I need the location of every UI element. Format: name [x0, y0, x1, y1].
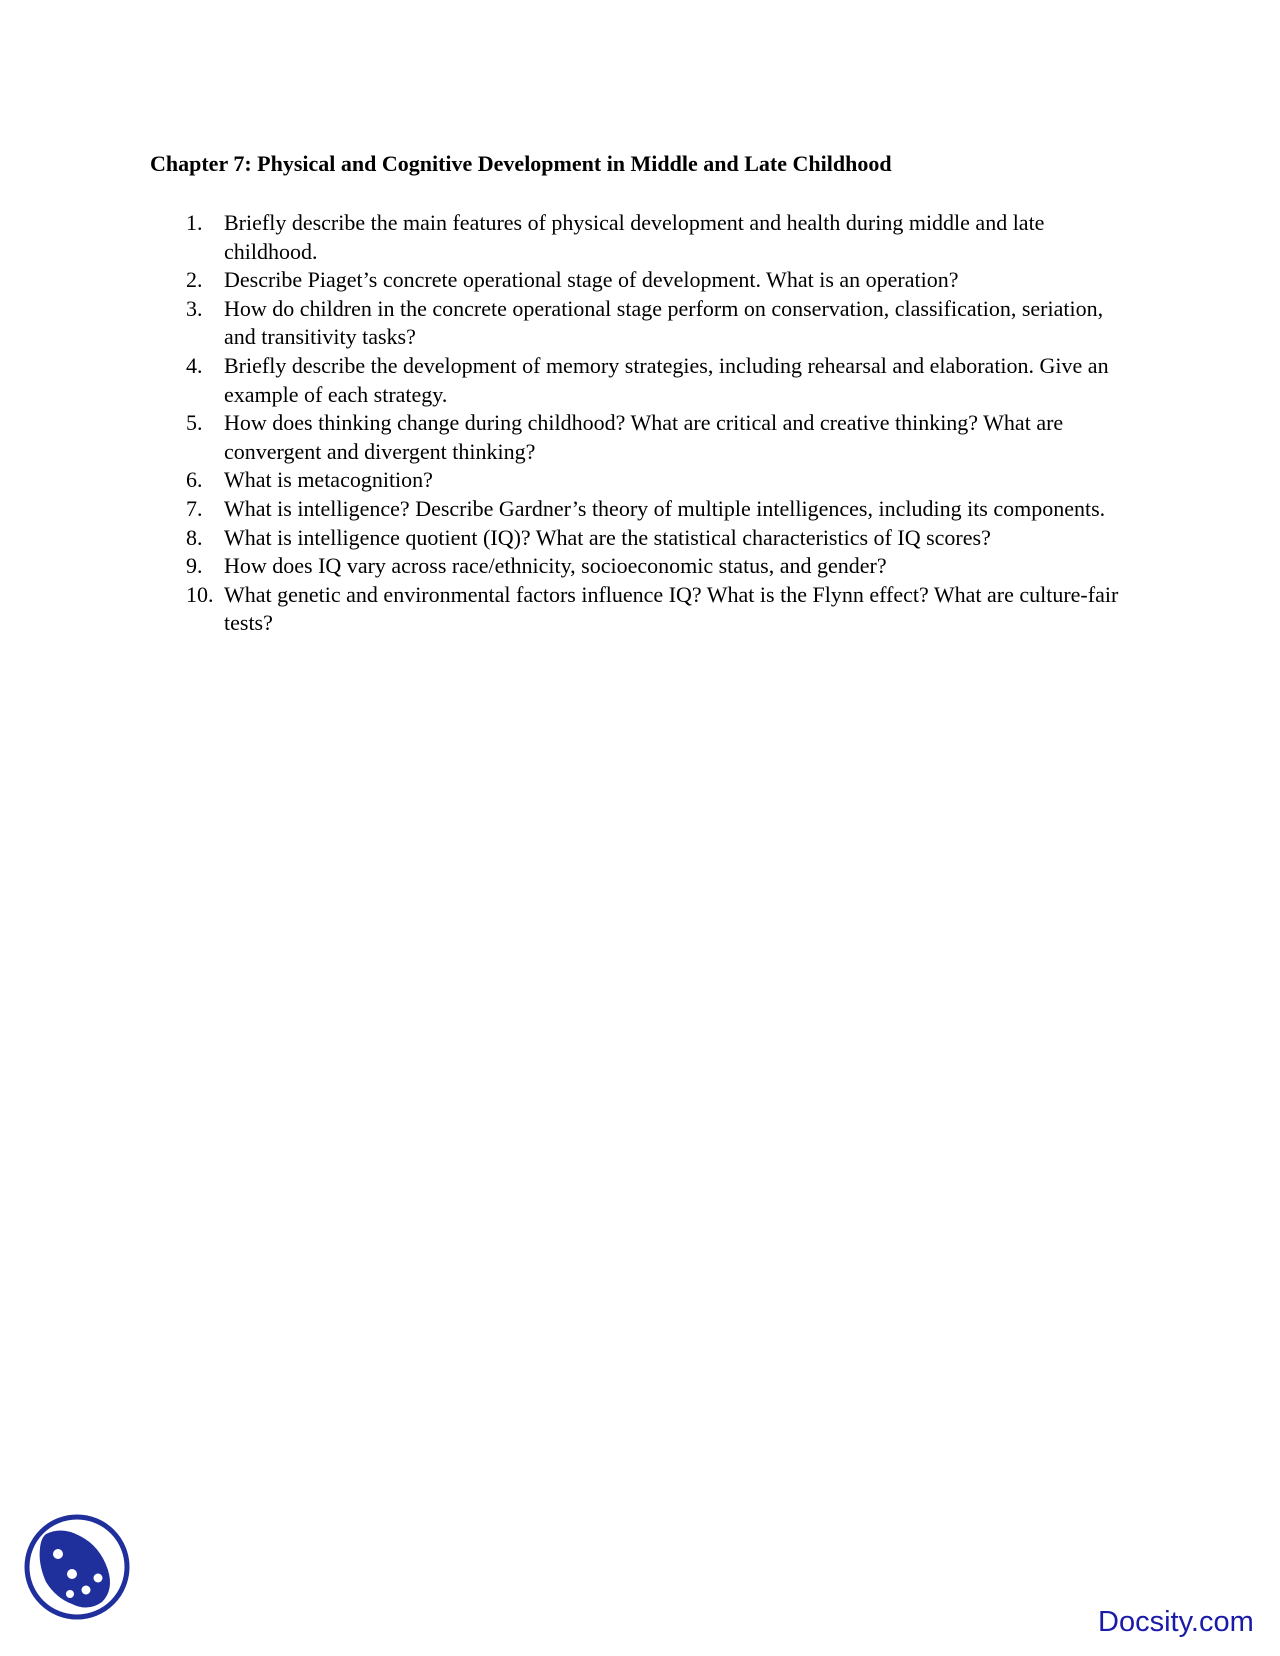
question-number: 10. [186, 581, 214, 607]
docsity-brand-link[interactable]: Docsity.com [1098, 1606, 1254, 1638]
question-text: How does thinking change during childhood? What are critical and creative thinking? What are convergent and divergent thinking? [224, 410, 1064, 464]
list-item [186, 409, 1136, 466]
list-item [186, 495, 1136, 524]
list-item [186, 352, 1136, 409]
question-text: Briefly describe the development of memory strategies, including rehearsal and elaboration. Give an example of each strategy. [224, 352, 1109, 407]
question-text: What is intelligence? Describe Gardner’s theory of multiple intelligences, including its components. [224, 495, 1106, 521]
list-item [186, 552, 1136, 581]
chapter-title: Chapter 7: Physical and Cognitive Development in Middle and Late Childhood [150, 151, 892, 176]
list-item [186, 295, 1136, 352]
question-number: 3. [186, 295, 203, 321]
question-number: 8. [186, 524, 203, 550]
question-number: 1. [186, 210, 203, 235]
list-item [186, 209, 1136, 266]
list-item [186, 524, 1136, 553]
list-item [186, 266, 1136, 295]
question-number: 5. [186, 410, 203, 436]
question-number: 2. [186, 267, 203, 293]
question-text: What genetic and environmental factors influence IQ? What is the Flynn effect? What are culture-fair tests? [224, 581, 1119, 636]
question-text: How do children in the concrete operational stage perform on conservation, classification, seriation, and transitivity tasks? [224, 295, 1104, 350]
docsity-logo-icon[interactable] [22, 1512, 132, 1622]
list-item [186, 581, 1136, 638]
list-item [186, 466, 1136, 495]
question-number: 6. [186, 467, 203, 493]
question-text: Describe Piaget’s concrete operational stage of development. What is an operation? [224, 267, 959, 293]
question-number: 4. [186, 352, 203, 378]
question-list [186, 209, 1136, 638]
question-text: Briefly describe the main features of physical development and health during middle and late childhood. [224, 210, 1045, 264]
question-number: 7. [186, 495, 203, 521]
question-text: What is intelligence quotient (IQ)? What are the statistical characteristics of IQ scores? [224, 524, 991, 550]
question-text: What is metacognition? [224, 467, 433, 493]
question-number: 9. [186, 553, 203, 579]
question-text: How does IQ vary across race/ethnicity, socioeconomic status, and gender? [224, 553, 887, 579]
docsity-logo-svg [22, 1512, 132, 1622]
